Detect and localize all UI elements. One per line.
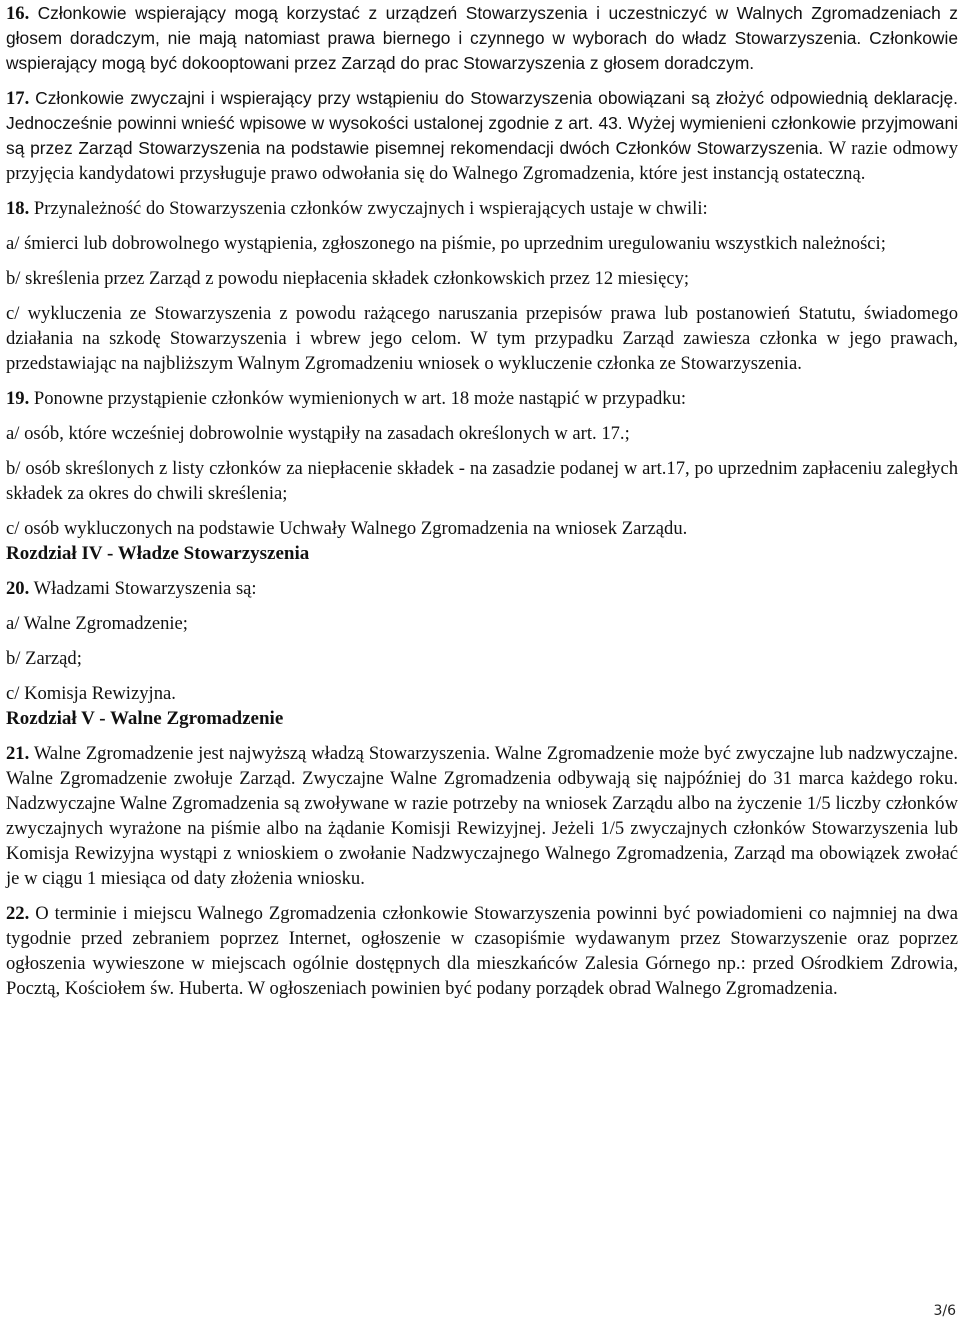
article-19 — [6, 386, 958, 411]
article-number: 18. — [6, 198, 30, 219]
article-21 — [6, 741, 958, 891]
page-number: 3/6 — [933, 1303, 956, 1319]
article-17 — [6, 86, 958, 186]
article-text: O terminie i miejscu Walnego Zgromadzenia członkowie Stowarzyszenia powinni być powiadomieni co najmniej na dwa tygodnie przed zebraniem poprzez Internet, ogłoszenie w czasopiśmie wydawanym przez Stowarzyszenie oraz poprzez ogłoszenia wywieszone w miejscach ogólnie dostępnych dla mieszkańców Zalesia Górnego np.: przed Ośrodkiem Zdrowia, Pocztą, Kościołem św. Huberta. W ogłoszeniach powinien być podany porządek obrad Walnego Zgromadzenia. — [6, 903, 958, 999]
article-intro: Ponowne przystąpienie członków wymienionych w art. 18 może nastąpić w przypadku: — [33, 388, 687, 409]
article-22 — [6, 901, 958, 1001]
article-number: 17. — [6, 88, 30, 109]
chapter-heading: Rozdział IV - Władze Stowarzyszenia — [6, 543, 310, 564]
article-number: 22. — [6, 903, 30, 924]
article-intro: Przynależność do Stowarzyszenia członków zwyczajnych i wspierających ustaje w chwili: — [33, 198, 708, 219]
article-text-continued: W razie odmowy przyjęcia kandydatowi przysługuje prawo odwołania się do Walnego Zgromadzenia, które jest instancją ostateczną. — [6, 138, 958, 184]
list-item-b: b/ osób skreślonych z listy członków za niepłacenie składek - na zasadzie podanej w art.17, po uprzednim zapłaceniu zaległych składek za okres do chwili skreślenia; — [6, 458, 958, 504]
article-text: Członkowie wspierający mogą korzystać z urządzeń Stowarzyszenia i uczestniczyć w Walnych Zgromadzeniach z głosem doradczym, nie mają natomiast prawa biernego i czynnego w wyborach do władz Stowarzyszenia. Członkowie wspierający mogą być dokooptowani przez Zarząd do prac Stowarzyszenia z głosem doradczym. — [6, 3, 958, 73]
article-number: 21. — [6, 743, 30, 764]
list-item-c: c/ Komisja Rewizyjna. — [6, 683, 176, 704]
article-number: 20. — [6, 578, 30, 599]
article-16 — [6, 1, 958, 76]
article-number: 16. — [6, 3, 30, 24]
article-number: 19. — [6, 388, 30, 409]
article-18 — [6, 196, 958, 221]
chapter-heading: Rozdział V - Walne Zgromadzenie — [6, 708, 284, 729]
document-page — [6, 0, 958, 1001]
list-item-a: a/ osób, które wcześniej dobrowolnie wystąpiły na zasadach określonych w art. 17.; — [6, 423, 630, 444]
list-item-b: b/ skreślenia przez Zarząd z powodu niepłacenia składek członkowskich przez 12 miesięcy; — [6, 268, 690, 289]
article-text: Członkowie zwyczajni i wspierający przy wstąpieniu do Stowarzyszenia obowiązani są złożyć odpowiednią deklarację. Jednocześnie powinni wnieść wpisowe w wysokości ustalonej zgodnie z art. 43. Wyżej wymienieni członkowie przyjmowani są przez Zarząd Stowarzyszenia na podstawie pisemnej rekomendacji dwóch Członków Stowarzyszenia. — [6, 88, 958, 158]
list-item-b: b/ Zarząd; — [6, 648, 82, 669]
list-item-c: c/ wykluczenia ze Stowarzyszenia z powodu rażącego naruszania przepisów prawa lub postanowień Statutu, świadomego działania na szkodę Stowarzyszenia i wbrew jego celom. W tym przypadku Zarząd zawiesza członka w jego prawach, przedstawiając na najbliższym Walnym Zgromadzeniu wniosek o wykluczenie członka ze Stowarzyszenia. — [6, 303, 958, 374]
list-item-a: a/ śmierci lub dobrowolnego wystąpienia, zgłoszonego na piśmie, po uprzednim uregulowaniu wszystkich należności; — [6, 233, 886, 254]
article-text: Walne Zgromadzenie jest najwyższą władzą Stowarzyszenia. Walne Zgromadzenie może być zwyczajne lub nadzwyczajne. Walne Zgromadzenie zwołuje Zarząd. Zwyczajne Walne Zgromadzenia odbywają się najpóźniej do 31 marca każdego roku. Nadzwyczajne Walne Zgromadzenia są zwoływane w razie potrzeby na wniosek Zarządu albo na życzenie 1/5 liczby członków zwyczajnych wyrażone na piśmie albo na żądanie Komisji Rewizyjnej. Jeżeli 1/5 zwyczajnych członków Stowarzyszenia lub Komisja Rewizyjna wystąpi z wnioskiem o zwołanie Nadzwyczajnego Walnego Zgromadzenia, Zarząd ma obowiązek zwołać je w ciągu 1 miesiąca od daty złożenia wniosku. — [6, 743, 959, 889]
article-intro: Władzami Stowarzyszenia są: — [33, 578, 257, 599]
article-20 — [6, 576, 958, 601]
list-item-a: a/ Walne Zgromadzenie; — [6, 613, 188, 634]
list-item-c: c/ osób wykluczonych na podstawie Uchwały Walnego Zgromadzenia na wniosek Zarządu. — [6, 518, 688, 539]
